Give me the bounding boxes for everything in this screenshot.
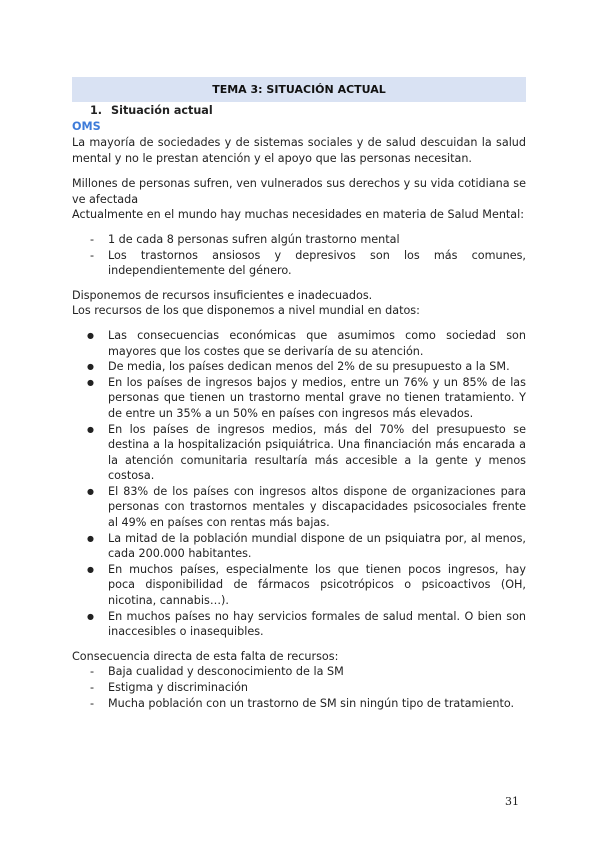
paragraph-consequence-intro: Consecuencia directa de esta falta de recursos:	[72, 649, 339, 663]
page-number: 31	[505, 795, 519, 808]
section-number: 1.	[90, 104, 103, 117]
list-item: ● La mitad de la población mundial dispone de un psiquiatra por, al menos, cada 200.000 habitantes.	[72, 531, 526, 562]
page-content	[72, 103, 526, 711]
list-item: - Los trastornos ansiosos y depresivos son los más comunes, independientemente del género.	[72, 248, 526, 279]
list-item: - 1 de cada 8 personas sufren algún trastorno mental	[72, 232, 526, 248]
paragraph-insufficient: Disponemos de recursos insuficientes e inadecuados.	[72, 288, 373, 302]
list-item: ● Las consecuencias económicas que asumimos como sociedad son mayores que los costes que se derivaría de su atención.	[72, 328, 526, 359]
section-title: Situación actual	[111, 104, 213, 117]
list-item: ● En los países de ingresos bajos y medios, entre un 76% y un 85% de las personas que tienen un trastorno mental grave no tienen tratamiento. Y de entre un 35% a un 50% en países con ingresos más elevados.	[72, 375, 526, 422]
section-heading	[72, 103, 526, 119]
list-item: - Mucha población con un trastorno de SM sin ningún tipo de tratamiento.	[72, 696, 526, 712]
paragraph-millions: Millones de personas sufren, ven vulnerados sus derechos y su vida cotidiana se ve afectada	[72, 177, 526, 206]
paragraph-neglect: La mayoría de sociedades y de sistemas sociales y de salud descuidan la salud mental y no le prestan atención y el apoyo que las personas necesitan.	[72, 136, 526, 165]
list-item: ● El 83% de los países con ingresos altos dispone de organizaciones para personas con trastornos mentales y discapacidades psicosociales frente al 49% en países con rentas más bajas.	[72, 484, 526, 531]
paragraph-data-intro: Los recursos de los que disponemos a nivel mundial en datos:	[72, 304, 420, 318]
list-item: ● En muchos países no hay servicios formales de salud mental. O bien son inaccesibles o inasequibles.	[72, 609, 526, 640]
list-item: - Baja cualidad y desconocimiento de la SM	[72, 664, 526, 680]
paragraph-needs-intro: Actualmente en el mundo hay muchas necesidades en materia de Salud Mental:	[72, 208, 525, 222]
list-item: ● En muchos países, especialmente los que tienen pocos ingresos, hay poca disponibilidad de fármacos psicotrópicos o psicoactivos (OH, nicotina, cannabis…).	[72, 562, 526, 609]
oms-label: OMS	[72, 120, 101, 133]
list-item: - Estigma y discriminación	[72, 680, 526, 696]
list-item: ● En los países de ingresos medios, más del 70% del presupuesto se destina a la hospitalización psiquiátrica. Una financiación más encarada a la atención comunitaria resultaría más accesible a la gente y menos costosa.	[72, 422, 526, 484]
consequence-list	[72, 664, 526, 711]
list-item: ● De media, los países dedican menos del 2% de su presupuesto a la SM.	[72, 359, 526, 375]
data-list	[72, 328, 526, 640]
page-title: TEMA 3: SITUACIÓN ACTUAL	[72, 77, 526, 102]
needs-list	[72, 232, 526, 279]
